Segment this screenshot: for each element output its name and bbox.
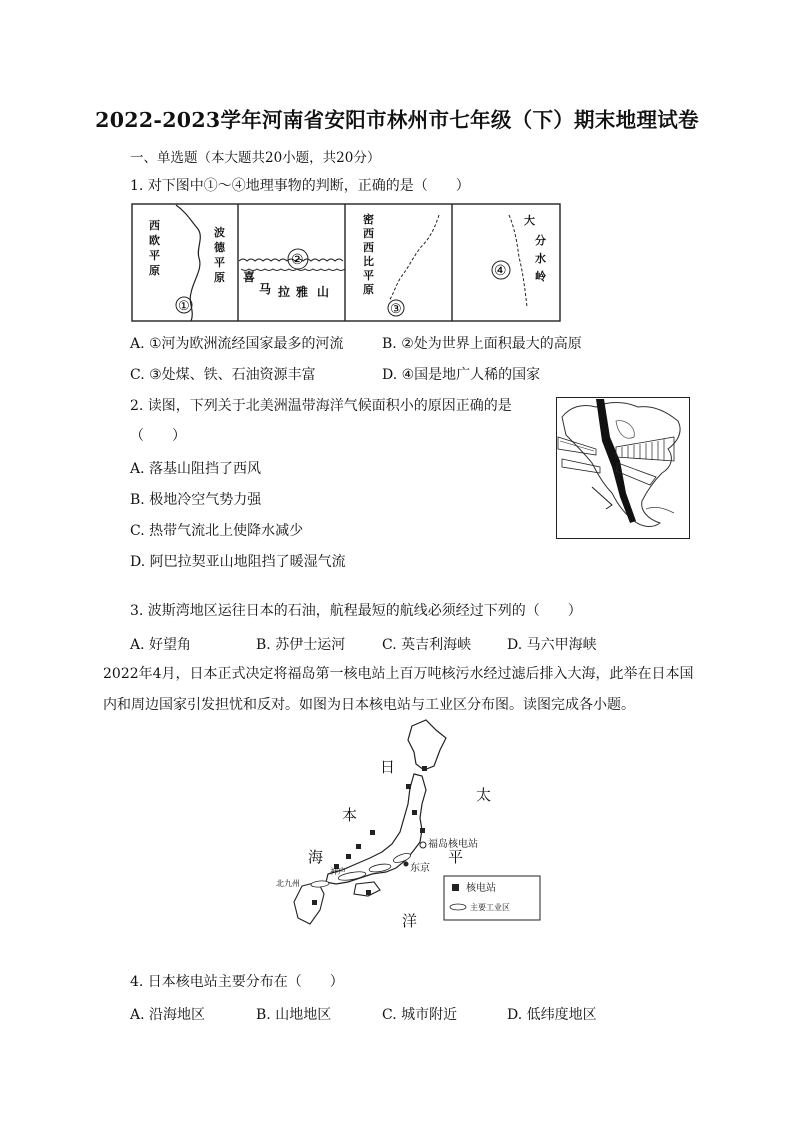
- p2-char-1: 喜: [243, 270, 256, 284]
- p1-right-char-3: 平: [214, 256, 225, 269]
- q3-option-a: A. 好望角: [130, 637, 192, 653]
- hokkaido: [408, 720, 446, 770]
- kobe-label: 神户: [330, 867, 346, 876]
- q3-option-d: D. 马六甲海峡: [507, 637, 597, 653]
- kitakyushu-label: 北九州: [276, 879, 300, 888]
- p3-char-5: 平: [363, 269, 374, 282]
- q4-option-a: A. 沿海地区: [130, 1007, 206, 1023]
- q2-option-d: D. 阿巴拉契亚山地阻挡了暖湿气流: [130, 554, 346, 570]
- p4-char-2: 分: [535, 234, 546, 247]
- q1-option-a: A. ①河为欧洲流经国家最多的河流: [130, 336, 344, 352]
- p4-number: ④: [494, 263, 507, 279]
- legend-nuclear-label: 核电站: [466, 883, 496, 894]
- section-heading: 一、单选题（本大题共20小题，共20分）: [130, 150, 381, 166]
- fukushima-label: 福岛核电站: [428, 839, 478, 850]
- p3-char-4: 比: [363, 255, 374, 268]
- q4-option-b: B. 山地地区: [256, 1007, 332, 1023]
- intro-line-2: 内和周边国家引发担忧和反对。如图为日本核电站与工业区分布图。读图完成各小题。: [103, 697, 635, 713]
- q1-option-c: C. ③处煤、铁、石油资源丰富: [130, 367, 316, 383]
- p1-right-char-2: 德: [214, 241, 225, 254]
- p3-range-line: [389, 215, 439, 301]
- kyushu: [294, 882, 324, 924]
- himalaya-range-line-2: [241, 269, 345, 271]
- legend-industry-label: 主要工业区: [470, 903, 510, 912]
- japan-map: [272, 718, 552, 940]
- p1-number: ①: [178, 299, 190, 314]
- question-1-stem: 1. 对下图中①～④地理事物的判断，正确的是（ ）: [130, 178, 470, 194]
- q2-option-b: B. 极地冷空气势力强: [130, 492, 262, 508]
- ocean-char-2: 平: [448, 848, 464, 866]
- q4-option-d: D. 低纬度地区: [507, 1007, 597, 1023]
- p4-char-1: 大: [524, 214, 535, 227]
- question-2-stem: 2. 读图，下列关于北美洲温带海洋气候面积小的原因正确的是: [130, 398, 512, 414]
- p3-char-1: 密: [363, 213, 374, 226]
- question-3-stem: 3. 波斯湾地区运往日本的石油，航程最短的航线必须经过下列的（ ）: [130, 603, 582, 619]
- north-america-map: [556, 397, 690, 539]
- fukushima-marker: [420, 842, 426, 848]
- q3-option-c: C. 英吉利海峡: [382, 637, 472, 653]
- p3-char-6: 原: [363, 283, 374, 296]
- p2-char-4: 雅: [296, 285, 309, 299]
- p1-right-char-1: 波: [214, 226, 225, 239]
- legend-nuclear-icon: [452, 884, 459, 891]
- p2-char-5: 山: [317, 285, 330, 299]
- q4-option-c: C. 城市附近: [382, 1007, 458, 1023]
- p4-char-4: 岭: [535, 270, 546, 283]
- p3-number: ③: [390, 302, 402, 317]
- tokyo-marker: [404, 862, 409, 867]
- sea-char-3: 海: [308, 848, 324, 866]
- question-4-stem: 4. 日本核电站主要分布在（ ）: [130, 974, 344, 990]
- p3-char-2: 西: [363, 227, 374, 240]
- sea-char-1: 日: [380, 758, 396, 776]
- ocean-char-1: 太: [476, 786, 492, 804]
- question-2-stem-bracket: （ ）: [130, 428, 186, 444]
- p1-left-char-3: 平: [149, 249, 160, 262]
- p2-char-3: 拉: [278, 285, 291, 299]
- q3-option-b: B. 苏伊士运河: [256, 637, 346, 653]
- intro-line-1: 2022年4月，日本正式决定将福岛第一核电站上百万吨核污水经过滤后排入大海，此举在日本国: [103, 666, 694, 682]
- sea-char-2: 本: [342, 806, 358, 824]
- p1-right-char-4: 原: [214, 271, 225, 284]
- page-title: 2022-2023学年河南省安阳市林州市七年级（下）期末地理试卷: [95, 108, 699, 132]
- p2-number: ②: [291, 252, 304, 268]
- q1-option-d: D. ④国是地广人稀的国家: [382, 367, 541, 383]
- question-1-figure: [131, 203, 561, 323]
- p3-char-3: 西: [363, 241, 374, 254]
- tokyo-label: 东京: [410, 863, 430, 874]
- ocean-char-3: 洋: [402, 912, 418, 930]
- q1-option-b: B. ②处为世界上面积最大的高原: [382, 336, 582, 352]
- p1-left-char-1: 西: [149, 219, 160, 232]
- p1-left-char-4: 原: [149, 264, 160, 277]
- q2-option-a: A. 落基山阻挡了西风: [130, 461, 262, 477]
- legend-industry-icon: [450, 904, 466, 910]
- p1-left-char-2: 欧: [149, 234, 160, 247]
- p2-char-2: 马: [259, 282, 272, 296]
- map-frame: [557, 398, 690, 539]
- q2-option-c: C. 热带气流北上使降水减少: [130, 523, 304, 539]
- great-dividing-range-line: [509, 215, 527, 307]
- p4-char-3: 水: [535, 252, 546, 265]
